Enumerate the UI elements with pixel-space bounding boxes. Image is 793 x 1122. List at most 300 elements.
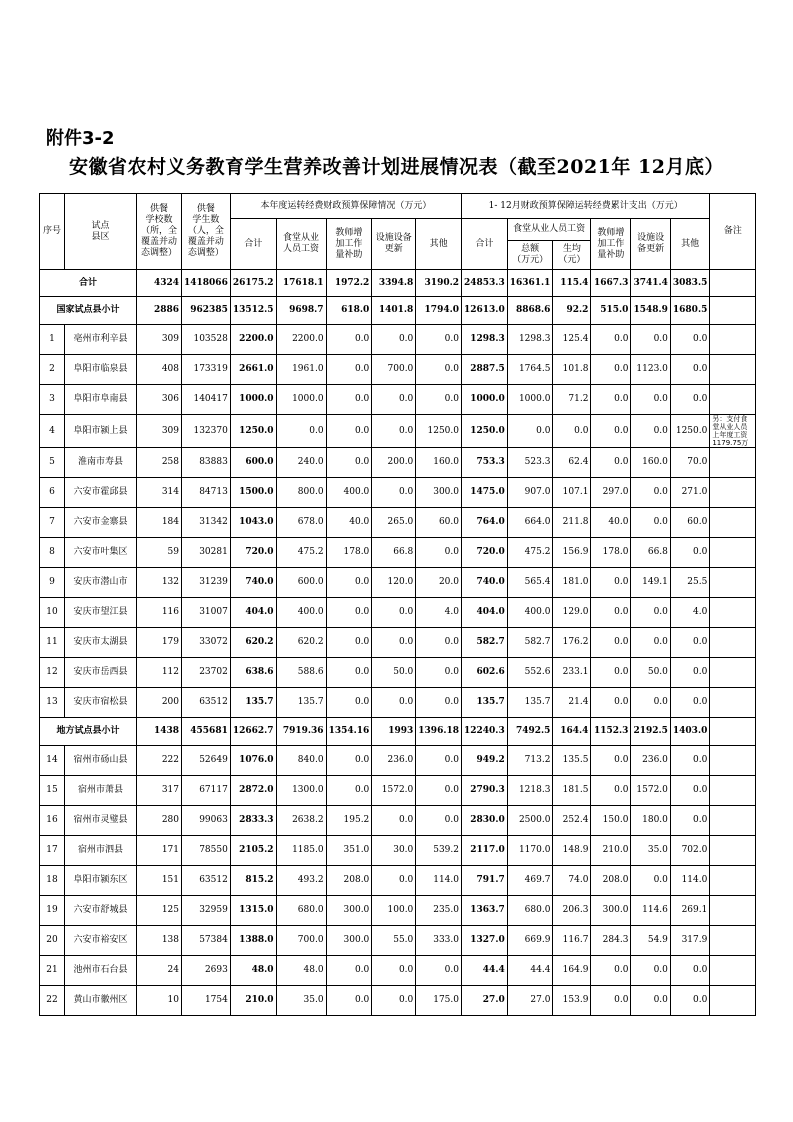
header-expense-total: 合计: [462, 219, 508, 270]
cell-county: 亳州市利辛县: [65, 325, 137, 355]
cell-note: [710, 297, 756, 325]
cell-e_teacher: 0.0: [591, 415, 631, 448]
cell-e_per: 164.4: [553, 718, 591, 746]
cell-county: 池州市石台县: [65, 956, 137, 986]
cell-e_equip: 0.0: [631, 956, 670, 986]
cell-schools: 222: [137, 746, 182, 776]
cell-e_teacher: 1152.3: [591, 718, 631, 746]
cell-seq: 21: [40, 956, 65, 986]
cell-schools: 408: [137, 355, 182, 385]
cell-b_other: 0.0: [416, 806, 462, 836]
cell-note: [710, 355, 756, 385]
cell-e_per: 181.0: [553, 568, 591, 598]
cell-e_wage: 523.3: [507, 448, 553, 478]
cell-b_total: 2200.0: [230, 325, 276, 355]
cell-e_teacher: 1667.3: [591, 270, 631, 297]
cell-e_total: 753.3: [462, 448, 508, 478]
cell-b_other: 0.0: [416, 355, 462, 385]
cell-b_teacher: 0.0: [326, 598, 372, 628]
cell-b_wage: 240.0: [276, 448, 326, 478]
cell-schools: 184: [137, 508, 182, 538]
cell-e_per: 74.0: [553, 866, 591, 896]
cell-e_total: 949.2: [462, 746, 508, 776]
cell-e_wage: 565.4: [507, 568, 553, 598]
cell-note: [710, 598, 756, 628]
cell-e_per: 148.9: [553, 836, 591, 866]
table-row: [40, 746, 756, 776]
cell-b_teacher: 0.0: [326, 776, 372, 806]
cell-county: 安庆市潜山市: [65, 568, 137, 598]
cell-b_total: 1076.0: [230, 746, 276, 776]
cell-students: 57384: [182, 926, 231, 956]
subtotal-row: [40, 718, 756, 746]
cell-b_wage: 588.6: [276, 658, 326, 688]
cell-note: [710, 325, 756, 355]
cell-e_total: 720.0: [462, 538, 508, 568]
cell-b_other: 114.0: [416, 866, 462, 896]
cell-e_wage: 2500.0: [507, 806, 553, 836]
cell-note: [710, 896, 756, 926]
table-row: [40, 415, 756, 448]
cell-b_equip: 120.0: [372, 568, 416, 598]
table-row: [40, 866, 756, 896]
cell-b_teacher: 0.0: [326, 568, 372, 598]
cell-students: 455681: [182, 718, 231, 746]
cell-e_wage: 1298.3: [507, 325, 553, 355]
cell-b_wage: 1000.0: [276, 385, 326, 415]
cell-b_other: 175.0: [416, 986, 462, 1016]
cell-e_teacher: 515.0: [591, 297, 631, 325]
cell-b_other: 300.0: [416, 478, 462, 508]
cell-b_total: 600.0: [230, 448, 276, 478]
cell-seq: 20: [40, 926, 65, 956]
header-per-student: 生均 （元）: [553, 241, 591, 270]
cell-seq: 8: [40, 538, 65, 568]
cell-county: 六安市裕安区: [65, 926, 137, 956]
cell-b_total: 1315.0: [230, 896, 276, 926]
cell-b_equip: 0.0: [372, 986, 416, 1016]
cell-e_other: 0.0: [670, 385, 709, 415]
cell-b_total: 740.0: [230, 568, 276, 598]
cell-b_teacher: 40.0: [326, 508, 372, 538]
cell-note: [710, 478, 756, 508]
cell-county: 六安市金寨县: [65, 508, 137, 538]
cell-e_total: 135.7: [462, 688, 508, 718]
cell-county: 阜阳市临泉县: [65, 355, 137, 385]
cell-e_wage: 469.7: [507, 866, 553, 896]
cell-b_total: 1388.0: [230, 926, 276, 956]
table-row: [40, 385, 756, 415]
cell-e_wage: 669.9: [507, 926, 553, 956]
cell-e_per: 62.4: [553, 448, 591, 478]
cell-students: 173319: [182, 355, 231, 385]
cell-schools: 179: [137, 628, 182, 658]
cell-e_other: 1403.0: [670, 718, 709, 746]
cell-seq: 9: [40, 568, 65, 598]
cell-e_per: 153.9: [553, 986, 591, 1016]
cell-b_teacher: 618.0: [326, 297, 372, 325]
cell-e_per: 252.4: [553, 806, 591, 836]
header-expense-other: 其他: [670, 219, 709, 270]
cell-county: 安庆市望江县: [65, 598, 137, 628]
cell-b_equip: 1993: [372, 718, 416, 746]
cell-b_teacher: 351.0: [326, 836, 372, 866]
cell-b_teacher: 1972.2: [326, 270, 372, 297]
cell-b_total: 210.0: [230, 986, 276, 1016]
cell-b_wage: 2200.0: [276, 325, 326, 355]
cell-b_total: 13512.5: [230, 297, 276, 325]
table-row: [40, 658, 756, 688]
cell-e_teacher: 0.0: [591, 325, 631, 355]
cell-b_teacher: 1354.16: [326, 718, 372, 746]
cell-note: [710, 746, 756, 776]
cell-schools: 4324: [137, 270, 182, 297]
cell-b_wage: 678.0: [276, 508, 326, 538]
cell-e_teacher: 208.0: [591, 866, 631, 896]
cell-note: [710, 508, 756, 538]
header-seq: 序号: [40, 194, 65, 270]
cell-e_other: 1250.0: [670, 415, 709, 448]
cell-b_teacher: 0.0: [326, 355, 372, 385]
cell-e_wage: 8868.6: [507, 297, 553, 325]
subtotal-label: 地方试点县小计: [40, 718, 137, 746]
table-row: [40, 508, 756, 538]
cell-county: 黄山市徽州区: [65, 986, 137, 1016]
cell-e_equip: 0.0: [631, 986, 670, 1016]
cell-b_total: 135.7: [230, 688, 276, 718]
cell-b_equip: 50.0: [372, 658, 416, 688]
cell-e_teacher: 0.0: [591, 956, 631, 986]
cell-e_other: 0.0: [670, 956, 709, 986]
cell-e_other: 4.0: [670, 598, 709, 628]
cell-e_teacher: 0.0: [591, 598, 631, 628]
cell-county: 六安市霍邱县: [65, 478, 137, 508]
table-row: [40, 776, 756, 806]
cell-b_total: 1043.0: [230, 508, 276, 538]
cell-e_total: 2830.0: [462, 806, 508, 836]
cell-note: [710, 926, 756, 956]
cell-b_teacher: 0.0: [326, 448, 372, 478]
cell-schools: 116: [137, 598, 182, 628]
cell-b_equip: 0.0: [372, 956, 416, 986]
cell-county: 宿州市砀山县: [65, 746, 137, 776]
cell-e_equip: 35.0: [631, 836, 670, 866]
cell-students: 1418066: [182, 270, 231, 297]
header-budget-equip: 设施设备 更新: [372, 219, 416, 270]
cell-e_other: 269.1: [670, 896, 709, 926]
cell-e_total: 44.4: [462, 956, 508, 986]
cell-b_wage: 1961.0: [276, 355, 326, 385]
cell-e_per: 71.2: [553, 385, 591, 415]
cell-e_per: 115.4: [553, 270, 591, 297]
cell-note: [710, 776, 756, 806]
cell-note: [710, 688, 756, 718]
cell-students: 103528: [182, 325, 231, 355]
cell-e_other: 0.0: [670, 658, 709, 688]
cell-county: 宿州市灵璧县: [65, 806, 137, 836]
cell-b_teacher: 0.0: [326, 658, 372, 688]
cell-b_teacher: 208.0: [326, 866, 372, 896]
cell-b_wage: 680.0: [276, 896, 326, 926]
cell-e_wage: 552.6: [507, 658, 553, 688]
cell-county: 六安市舒城县: [65, 896, 137, 926]
cell-e_other: 0.0: [670, 688, 709, 718]
cell-b_equip: 66.8: [372, 538, 416, 568]
cell-b_wage: 620.2: [276, 628, 326, 658]
cell-e_equip: 236.0: [631, 746, 670, 776]
cell-county: 阜阳市颍东区: [65, 866, 137, 896]
cell-e_total: 404.0: [462, 598, 508, 628]
header-budget-teacher: 教师增 加工作 量补助: [326, 219, 372, 270]
cell-e_equip: 0.0: [631, 415, 670, 448]
cell-e_teacher: 0.0: [591, 448, 631, 478]
cell-b_total: 404.0: [230, 598, 276, 628]
cell-county: 六安市叶集区: [65, 538, 137, 568]
cell-b_total: 720.0: [230, 538, 276, 568]
subtotal-row: [40, 270, 756, 297]
cell-schools: 10: [137, 986, 182, 1016]
cell-e_teacher: 0.0: [591, 355, 631, 385]
cell-e_wage: 907.0: [507, 478, 553, 508]
cell-e_total: 1250.0: [462, 415, 508, 448]
cell-e_total: 24853.3: [462, 270, 508, 297]
cell-e_per: 135.5: [553, 746, 591, 776]
cell-note: [710, 538, 756, 568]
header-pilot-county: 试点 县区: [65, 194, 137, 270]
cell-b_total: 620.2: [230, 628, 276, 658]
cell-students: 31239: [182, 568, 231, 598]
table-row: [40, 598, 756, 628]
cell-e_wage: 1000.0: [507, 385, 553, 415]
table-row: [40, 986, 756, 1016]
cell-schools: 280: [137, 806, 182, 836]
cell-e_per: 211.8: [553, 508, 591, 538]
cell-b_other: 60.0: [416, 508, 462, 538]
cell-b_teacher: 195.2: [326, 806, 372, 836]
cell-schools: 132: [137, 568, 182, 598]
cell-schools: 200: [137, 688, 182, 718]
cell-schools: 151: [137, 866, 182, 896]
cell-b_teacher: 300.0: [326, 896, 372, 926]
cell-b_wage: 600.0: [276, 568, 326, 598]
cell-note: [710, 385, 756, 415]
cell-b_equip: 0.0: [372, 478, 416, 508]
cell-e_equip: 50.0: [631, 658, 670, 688]
subtotal-label: 合计: [40, 270, 137, 297]
cell-students: 33072: [182, 628, 231, 658]
cell-e_per: 233.1: [553, 658, 591, 688]
cell-e_total: 582.7: [462, 628, 508, 658]
cell-e_equip: 0.0: [631, 598, 670, 628]
cell-b_other: 4.0: [416, 598, 462, 628]
cell-b_other: 0.0: [416, 688, 462, 718]
cell-e_per: 101.8: [553, 355, 591, 385]
cell-b_equip: 30.0: [372, 836, 416, 866]
cell-schools: 171: [137, 836, 182, 866]
cell-e_other: 3083.5: [670, 270, 709, 297]
cell-seq: 10: [40, 598, 65, 628]
table-row: [40, 568, 756, 598]
cell-e_equip: 54.9: [631, 926, 670, 956]
cell-schools: 306: [137, 385, 182, 415]
progress-table: [39, 193, 756, 1016]
cell-e_teacher: 0.0: [591, 658, 631, 688]
table-row: [40, 836, 756, 866]
cell-e_total: 764.0: [462, 508, 508, 538]
cell-students: 962385: [182, 297, 231, 325]
cell-e_total: 1363.7: [462, 896, 508, 926]
cell-seq: 22: [40, 986, 65, 1016]
cell-seq: 2: [40, 355, 65, 385]
cell-b_other: 0.0: [416, 628, 462, 658]
cell-b_other: 3190.2: [416, 270, 462, 297]
cell-e_teacher: 40.0: [591, 508, 631, 538]
cell-b_wage: 48.0: [276, 956, 326, 986]
cell-b_wage: 135.7: [276, 688, 326, 718]
cell-b_wage: 493.2: [276, 866, 326, 896]
cell-seq: 5: [40, 448, 65, 478]
cell-b_teacher: 0.0: [326, 628, 372, 658]
table-row: [40, 628, 756, 658]
cell-e_teacher: 0.0: [591, 628, 631, 658]
cell-b_wage: 475.2: [276, 538, 326, 568]
table-row: [40, 688, 756, 718]
cell-students: 52649: [182, 746, 231, 776]
cell-schools: 112: [137, 658, 182, 688]
cell-b_total: 1500.0: [230, 478, 276, 508]
cell-b_other: 0.0: [416, 385, 462, 415]
cell-e_wage: 713.2: [507, 746, 553, 776]
cell-seq: 16: [40, 806, 65, 836]
cell-e_wage: 27.0: [507, 986, 553, 1016]
cell-schools: 125: [137, 896, 182, 926]
cell-b_teacher: 0.0: [326, 688, 372, 718]
cell-e_equip: 0.0: [631, 325, 670, 355]
cell-county: 阜阳市阜南县: [65, 385, 137, 415]
cell-e_wage: 400.0: [507, 598, 553, 628]
cell-e_total: 27.0: [462, 986, 508, 1016]
cell-e_wage: 0.0: [507, 415, 553, 448]
cell-seq: 15: [40, 776, 65, 806]
cell-seq: 13: [40, 688, 65, 718]
cell-b_teacher: 300.0: [326, 926, 372, 956]
cell-county: 宿州市泗县: [65, 836, 137, 866]
cell-e_teacher: 300.0: [591, 896, 631, 926]
cell-e_total: 1298.3: [462, 325, 508, 355]
cell-b_total: 2661.0: [230, 355, 276, 385]
cell-students: 31007: [182, 598, 231, 628]
cell-county: 安庆市宿松县: [65, 688, 137, 718]
cell-e_wage: 135.7: [507, 688, 553, 718]
table-row: [40, 806, 756, 836]
cell-e_equip: 0.0: [631, 628, 670, 658]
cell-note: [710, 806, 756, 836]
cell-e_equip: 160.0: [631, 448, 670, 478]
header-budget-other: 其他: [416, 219, 462, 270]
cell-e_other: 25.5: [670, 568, 709, 598]
cell-e_other: 271.0: [670, 478, 709, 508]
cell-b_teacher: 0.0: [326, 415, 372, 448]
cell-e_other: 1680.5: [670, 297, 709, 325]
cell-seq: 11: [40, 628, 65, 658]
cell-note: [710, 956, 756, 986]
table-row: [40, 478, 756, 508]
cell-e_wage: 44.4: [507, 956, 553, 986]
cell-b_teacher: 0.0: [326, 986, 372, 1016]
cell-county: 淮南市寿县: [65, 448, 137, 478]
cell-b_equip: 236.0: [372, 746, 416, 776]
cell-e_teacher: 178.0: [591, 538, 631, 568]
cell-e_total: 1327.0: [462, 926, 508, 956]
cell-b_equip: 265.0: [372, 508, 416, 538]
cell-e_equip: 180.0: [631, 806, 670, 836]
cell-county: 宿州市萧县: [65, 776, 137, 806]
cell-e_total: 12613.0: [462, 297, 508, 325]
cell-e_total: 1475.0: [462, 478, 508, 508]
cell-e_other: 0.0: [670, 355, 709, 385]
cell-seq: 4: [40, 415, 65, 448]
cell-b_equip: 100.0: [372, 896, 416, 926]
cell-b_other: 0.0: [416, 746, 462, 776]
cell-b_equip: 1572.0: [372, 776, 416, 806]
cell-note: [710, 718, 756, 746]
cell-b_wage: 1300.0: [276, 776, 326, 806]
cell-b_wage: 700.0: [276, 926, 326, 956]
cell-b_wage: 0.0: [276, 415, 326, 448]
cell-b_other: 0.0: [416, 776, 462, 806]
cell-b_wage: 35.0: [276, 986, 326, 1016]
cell-e_total: 740.0: [462, 568, 508, 598]
cell-note: [710, 270, 756, 297]
cell-note: [710, 866, 756, 896]
cell-note: [710, 658, 756, 688]
cell-b_total: 1000.0: [230, 385, 276, 415]
cell-students: 67117: [182, 776, 231, 806]
cell-b_other: 20.0: [416, 568, 462, 598]
cell-seq: 14: [40, 746, 65, 776]
cell-e_equip: 0.0: [631, 385, 670, 415]
cell-b_total: 26175.2: [230, 270, 276, 297]
cell-e_teacher: 0.0: [591, 746, 631, 776]
cell-e_per: 206.3: [553, 896, 591, 926]
cell-students: 132370: [182, 415, 231, 448]
cell-b_wage: 800.0: [276, 478, 326, 508]
cell-b_equip: 200.0: [372, 448, 416, 478]
cell-e_per: 21.4: [553, 688, 591, 718]
table-row: [40, 896, 756, 926]
cell-e_other: 702.0: [670, 836, 709, 866]
cell-seq: 3: [40, 385, 65, 415]
cell-e_per: 116.7: [553, 926, 591, 956]
cell-e_other: 317.9: [670, 926, 709, 956]
subtotal-label: 国家试点县小计: [40, 297, 137, 325]
cell-schools: 59: [137, 538, 182, 568]
header-budget-total: 合计: [230, 219, 276, 270]
cell-e_other: 0.0: [670, 325, 709, 355]
cell-students: 1754: [182, 986, 231, 1016]
cell-e_per: 125.4: [553, 325, 591, 355]
cell-seq: 18: [40, 866, 65, 896]
cell-b_total: 815.2: [230, 866, 276, 896]
cell-schools: 2886: [137, 297, 182, 325]
cell-b_other: 1396.18: [416, 718, 462, 746]
cell-e_per: 176.2: [553, 628, 591, 658]
cell-b_equip: 0.0: [372, 806, 416, 836]
cell-e_equip: 0.0: [631, 508, 670, 538]
header-expense-teacher: 教师增 加工作 量补助: [591, 219, 631, 270]
cell-note: 另：支付食堂从业人员上年度工资1179.75万: [710, 415, 756, 448]
cell-e_wage: 1218.3: [507, 776, 553, 806]
